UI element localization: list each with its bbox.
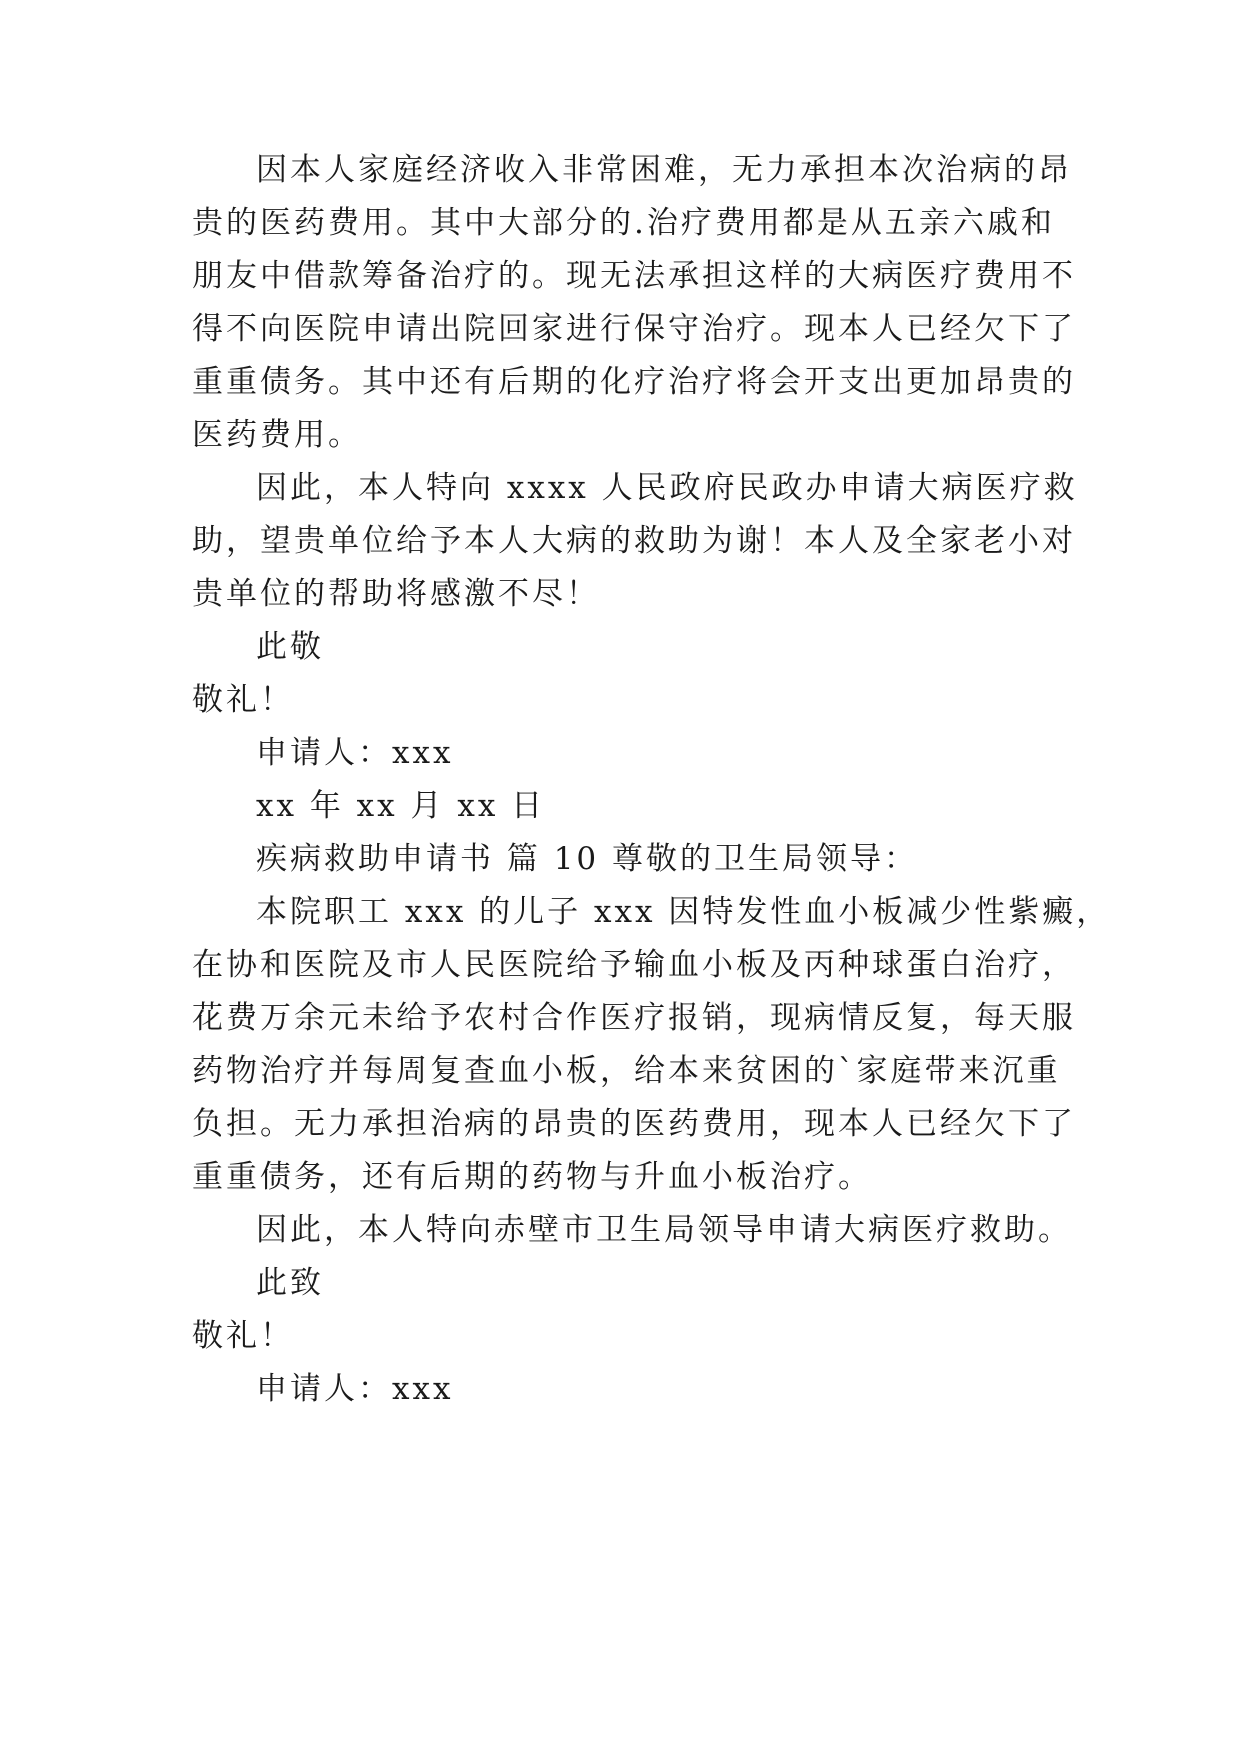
date-line: xx 年 xx 月 xx 日 <box>256 788 546 824</box>
section-heading: 疾病救助申请书 篇 10 尊敬的卫生局领导： <box>256 841 919 877</box>
closing-phrase: 此致 <box>256 1265 324 1301</box>
salutation: 敬礼！ <box>192 1318 294 1354</box>
paragraph-line: 贵的医药费用。其中大部分的.治疗费用都是从五亲六戚和 <box>192 205 1055 241</box>
paragraph-line: 花费万余元未给予农村合作医疗报销，现病情反复，每天服 <box>192 1000 1076 1036</box>
paragraph-line: 本院职工 xxx 的儿子 xxx 因特发性血小板减少性紫癜， <box>256 894 1111 930</box>
paragraph-line: 重重债务，还有后期的药物与升血小板治疗。 <box>192 1159 872 1195</box>
paragraph-line: 因此，本人特向 xxxx 人民政府民政办申请大病医疗救 <box>256 470 1078 506</box>
paragraph-line: 负担。无力承担治病的昂贵的医药费用，现本人已经欠下了 <box>192 1106 1076 1142</box>
paragraph-line: 重重债务。其中还有后期的化疗治疗将会开支出更加昂贵的 <box>192 364 1076 400</box>
paragraph-line: 贵单位的帮助将感激不尽！ <box>192 576 600 612</box>
applicant-line: 申请人：xxx <box>256 735 454 771</box>
paragraph-line: 医药费用。 <box>192 417 362 453</box>
salutation: 敬礼！ <box>192 682 294 718</box>
paragraph-line: 得不向医院申请出院回家进行保守治疗。现本人已经欠下了 <box>192 311 1076 347</box>
paragraph-line: 因本人家庭经济收入非常困难，无力承担本次治病的昂 <box>256 152 1072 188</box>
paragraph-line: 因此，本人特向赤壁市卫生局领导申请大病医疗救助。 <box>256 1212 1072 1248</box>
paragraph-line: 助，望贵单位给予本人大病的救助为谢！本人及全家老小对 <box>192 523 1076 559</box>
paragraph-line: 在协和医院及市人民医院给予输血小板及丙种球蛋白治疗， <box>192 947 1076 983</box>
closing-phrase: 此敬 <box>256 629 324 665</box>
paragraph-line: 药物治疗并每周复查血小板，给本来贫困的`家庭带来沉重 <box>192 1053 1061 1089</box>
applicant-line: 申请人：xxx <box>256 1371 454 1407</box>
paragraph-line: 朋友中借款筹备治疗的。现无法承担这样的大病医疗费用不 <box>192 258 1076 294</box>
